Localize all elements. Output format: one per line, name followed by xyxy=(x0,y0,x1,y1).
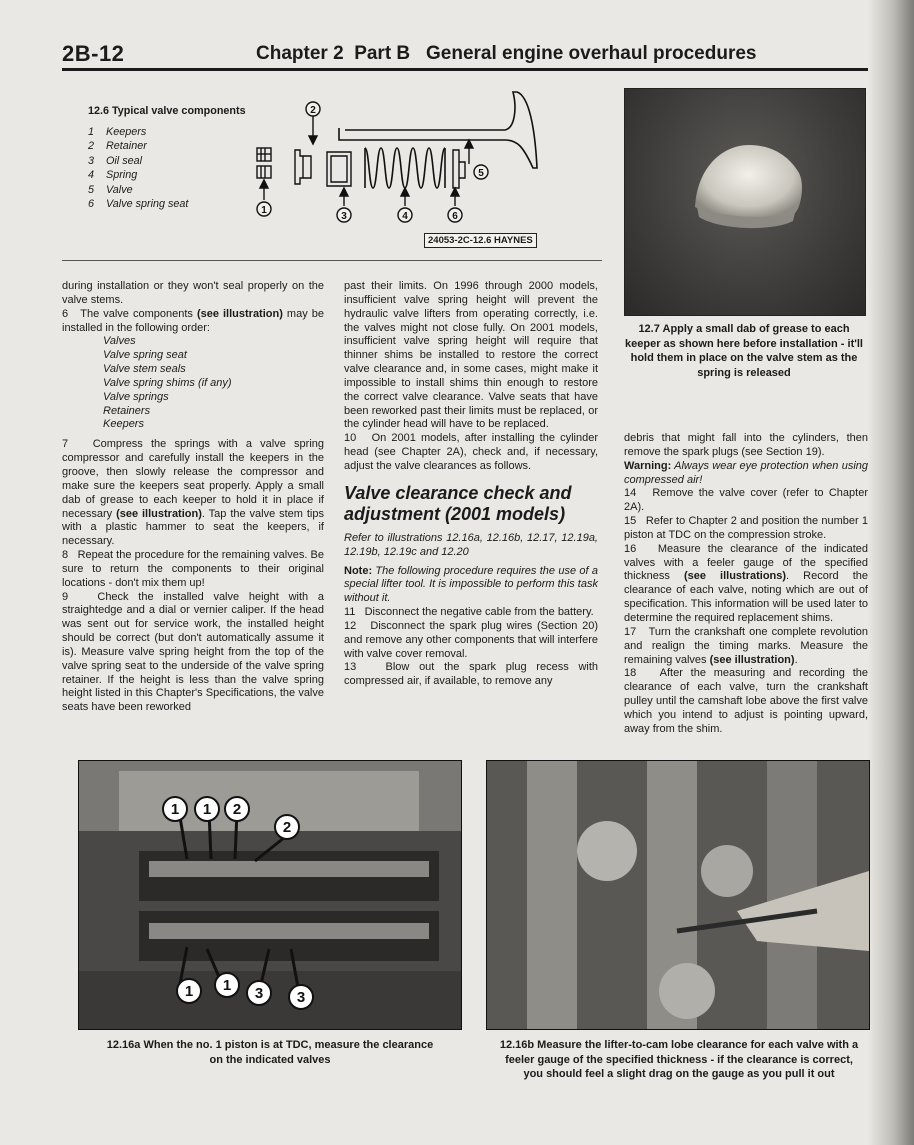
paragraph-17: 17 Turn the crankshaft one complete revolution and realign the timing marks. Measure the remaining valves (see illustration). xyxy=(624,625,868,666)
page-edge-shadow xyxy=(868,0,914,1145)
spring-drawing xyxy=(365,148,445,188)
page-number: 2B-12 xyxy=(62,41,125,66)
paragraph: debris that might fall into the cylinders, then remove the spark plugs (see Section 19). xyxy=(624,432,868,458)
legend-item: 5 Valve xyxy=(88,183,133,196)
list-item: Keepers xyxy=(103,418,144,431)
valve-components-diagram xyxy=(255,88,545,233)
svg-text:1: 1 xyxy=(202,801,212,818)
photo-feeler-gauge-measurement xyxy=(486,760,870,1030)
paragraph: during installation or they won't seal properly on the valve stems. xyxy=(62,280,324,306)
photo-grease-on-keeper xyxy=(624,88,866,316)
svg-text:3: 3 xyxy=(341,211,347,222)
paragraph-15: 15 Refer to Chapter 2 and position the number 1 piston at TDC on the compression stroke. xyxy=(624,515,868,541)
svg-text:1: 1 xyxy=(261,205,267,216)
list-item: Retainers xyxy=(103,404,151,417)
text-column-1 xyxy=(62,280,324,715)
paragraph-13: 13 Blow out the spark plug recess with compressed air, if available, to remove any xyxy=(344,661,599,688)
caption-12-7: 12.7 Apply a small dab of grease to each keeper as shown here before installation - it'll hold them in place on the valve stem as the spring is released xyxy=(625,323,863,379)
figure-divider xyxy=(62,260,602,261)
photo-engine-valve-positions xyxy=(78,760,462,1030)
warning: Warning: Always wear eye protection when using compressed air! xyxy=(624,459,868,486)
legend-item: 1 Keepers xyxy=(88,125,147,138)
list-item: Valve springs xyxy=(103,390,169,403)
paragraph-18: 18 After the measuring and recording the clearance of each valve, turn the crankshaft pulley until the camshaft lobe above the first valve which you intend to adjust is pointing upward, away from the shim. xyxy=(624,667,868,735)
paragraph-14: 14 Remove the valve cover (refer to Chapter 2A). xyxy=(624,487,868,514)
paragraph-11: 11 Disconnect the negative cable from the battery. xyxy=(344,606,594,619)
header-rule xyxy=(62,68,868,71)
paragraph-8: 8 Repeat the procedure for the remaining valves. Be sure to return the components to their original locations - don't mix them up! xyxy=(62,549,324,589)
svg-text:1: 1 xyxy=(170,801,180,818)
figure-code: 24053-2C-12.6 HAYNES xyxy=(424,233,537,248)
svg-text:5: 5 xyxy=(478,168,484,179)
caption-12-16b: 12.16b Measure the lifter-to-cam lobe clearance for each valve with a feeler gauge of the specified thickness - if the clearance is correct, you should feel a slight drag on the gauge as you pull it out xyxy=(499,1039,859,1080)
svg-text:2: 2 xyxy=(232,801,242,818)
valve-drawing xyxy=(339,92,537,168)
text-column-3 xyxy=(624,432,868,737)
list-item: Valve stem seals xyxy=(103,363,186,376)
svg-text:2: 2 xyxy=(310,105,316,116)
oil-seal-drawing xyxy=(327,152,351,186)
paragraph: past their limits. On 1996 through 2000 models, insufficient valve spring height will prevent the hydraulic valve lifters from operating correctly, i.e. the valves might not close fully. On 2001 models, insufficient valve spring height will require that thinner shims be installed to restore the correct valve clearance and, in some cases, might make it impossible to install shims thin enough to restore the correct valve clearance. Valve seats that have been reworked past their limits must be replaced, or the cylinder head will have to be replaced. xyxy=(344,280,598,431)
figure-12-6-title: 12.6 Typical valve components xyxy=(88,105,246,117)
legend-item: 3 Oil seal xyxy=(88,154,143,167)
caption-12-16a: 12.16a When the no. 1 piston is at TDC, measure the clearance on the indicated valves xyxy=(106,1039,434,1066)
svg-text:3: 3 xyxy=(296,989,306,1006)
list-item: Valve spring shims (if any) xyxy=(103,376,232,389)
note: Note: The following procedure requires the use of a special lifter tool. It is impossible to perform this task without it. xyxy=(344,564,598,605)
paragraph-12: 12 Disconnect the spark plug wires (Section 20) and remove any other components that will interfere with valve cover removal. xyxy=(344,619,598,660)
svg-text:4: 4 xyxy=(402,211,408,222)
figure-12-6-legend xyxy=(88,104,246,212)
text-column-2 xyxy=(344,280,598,689)
illustration-reference: Refer to illustrations 12.16a, 12.16b, 12.17, 12.19a, 12.19b, 12.19c and 12.20 xyxy=(344,531,598,558)
svg-text:6: 6 xyxy=(452,211,458,222)
retainer-drawing xyxy=(295,150,311,184)
paragraph-16: 16 Measure the clearance of the indicated valves with a feeler gauge of the specified thickness (see illustrations). Record the clearance of each valve, noting which are out of specification. This information will be used later to determine the required replacement shims. xyxy=(624,542,869,624)
list-item: Valves xyxy=(103,335,136,348)
paragraph-9: 9 Check the installed valve height with a straightedge and a dial or vernier caliper. If the head was sent out for service work, the installed height should be correct (but don't automatically assume it is). Measure valve spring height from the top of the valve spring seat to the underside of the valve spring retainer. If the height is less than the valve spring height listed in this Chapter's Specifications, the valve seats have been reworked xyxy=(62,590,325,714)
keepers-drawing xyxy=(257,148,271,178)
list-item: Valve spring seat xyxy=(103,349,187,362)
page-title: Chapter 2 Part B General engine overhaul procedures xyxy=(256,43,757,64)
paragraph-10: 10 On 2001 models, after installing the cylinder head (see Chapter 2A), check and, if necessary, adjust the valve clearances as follows. xyxy=(344,432,598,472)
install-order-list xyxy=(103,335,324,432)
svg-text:1: 1 xyxy=(222,977,232,994)
legend-item: 2 Retainer xyxy=(88,140,147,152)
legend-item: 4 Spring xyxy=(88,169,138,181)
svg-text:2: 2 xyxy=(282,819,292,836)
legend-item: 6 Valve spring seat xyxy=(88,198,189,210)
paragraph-7: 7 Compress the springs with a valve spring compressor and carefully install the keepers in the groove, then slowly release the compressor and make sure the keepers seat properly. Apply a small dab of grease to each keeper to hold it in place if necessary (see illustration). Tap the valve stem tips with a plastic hammer to seat the keepers, if necessary. xyxy=(62,438,324,548)
paragraph-6: 6 The valve components (see illustration) may be installed in the following order: xyxy=(62,307,324,334)
svg-text:3: 3 xyxy=(254,985,264,1002)
svg-text:1: 1 xyxy=(184,983,194,1000)
section-heading: Valve clearance check and adjustment (2001 models) xyxy=(344,482,572,524)
spring-seat-drawing xyxy=(453,150,465,188)
